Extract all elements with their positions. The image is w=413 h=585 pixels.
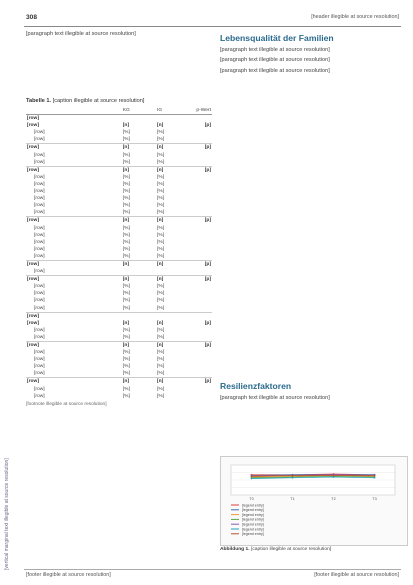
table-row [26, 378, 212, 386]
table-cell: [n] [122, 342, 156, 350]
table-cell: [%] [122, 225, 130, 231]
table-cell: [%] [122, 364, 130, 370]
figure-chart [220, 456, 408, 546]
table-cell: [row] [34, 253, 45, 259]
table-cell: [row] [34, 232, 45, 238]
table-cell [190, 129, 212, 136]
table-cell: [%] [157, 386, 165, 392]
table-cell: [row] [34, 291, 45, 297]
table-cell: [row] [34, 284, 45, 290]
section-heading-resilience: Resilienzfaktoren [220, 381, 292, 391]
table-row [26, 188, 212, 195]
table-cell [122, 268, 156, 276]
legend-label: [legend entry] [242, 522, 264, 527]
table-row [26, 320, 212, 327]
footer-divider [24, 569, 401, 570]
table-cell: [%] [122, 371, 130, 377]
data-point [251, 478, 253, 480]
table-cell: [%] [122, 305, 130, 311]
table-cell [156, 115, 190, 123]
x-tick-label: T3 [372, 497, 377, 501]
table-row [26, 239, 212, 246]
table-row [26, 159, 212, 167]
table-header-cell: KG [122, 107, 156, 115]
table-cell: [%] [122, 284, 130, 290]
table-cell: [n] [122, 276, 156, 284]
legend-label: [legend entry] [242, 517, 264, 522]
table-row [26, 166, 212, 174]
table-cell: [%] [122, 196, 130, 202]
table-row [26, 297, 212, 304]
table-cell: [n] [157, 320, 164, 326]
figure-caption-label: Abbildung 1. [220, 547, 250, 552]
table-caption-text: [caption illegible at source resolution] [52, 98, 145, 104]
table-cell: [n] [122, 320, 130, 326]
table-row [26, 115, 212, 123]
table-cell: [%] [157, 174, 165, 180]
table-cell: [row] [34, 305, 45, 311]
table-cell: [row] [26, 166, 122, 174]
table-row [26, 342, 212, 350]
table-cell: [row] [34, 386, 45, 392]
section-heading-quality-of-life: Lebensqualität der Familien [220, 33, 334, 43]
table-cell: [%] [122, 239, 130, 245]
table-cell: [%] [122, 386, 130, 392]
table-cell: [n] [122, 166, 156, 174]
table-cell [190, 334, 212, 342]
table-cell: [n] [122, 217, 156, 225]
table-cell: [%] [157, 239, 165, 245]
table-cell: [row] [34, 327, 45, 333]
table-cell: [%] [157, 189, 165, 195]
table-cell [190, 327, 212, 334]
table-header-row [26, 107, 212, 115]
table-cell: [n] [156, 166, 190, 174]
table-cell [190, 239, 212, 246]
table-cell: [row] [34, 357, 45, 363]
table-cell: [%] [157, 364, 165, 370]
table-cell: [%] [157, 181, 165, 187]
table-cell [190, 188, 212, 195]
legend-label: [legend entry] [242, 532, 264, 537]
table-cell [122, 115, 156, 123]
table-cell [190, 386, 212, 393]
section1-paragraph-3: [paragraph text illegible at source resolution] [220, 67, 330, 74]
table-row [26, 305, 212, 313]
table-cell: [%] [122, 291, 130, 297]
table-cell: [%] [122, 152, 130, 158]
data-point [292, 477, 294, 479]
table-cell: [%] [157, 357, 165, 363]
table-cell [190, 370, 212, 378]
table-cell: [%] [157, 246, 165, 252]
table-row [26, 363, 212, 370]
table-cell: [p] [204, 123, 211, 129]
figure-caption-text: [caption illegible at source resolution] [250, 547, 332, 552]
table-cell [122, 312, 156, 320]
table-cell: [%] [157, 327, 165, 333]
table-cell [190, 297, 212, 304]
table-cell: [row] [34, 196, 45, 202]
table-cell: [row] [34, 225, 45, 231]
table-cell: [%] [157, 284, 165, 290]
table-cell [190, 305, 212, 313]
table-cell [190, 363, 212, 370]
table-cell [190, 159, 212, 167]
table-cell: [row] [34, 371, 45, 377]
table-row [26, 334, 212, 342]
table-row [26, 195, 212, 202]
table-cell: [row] [34, 189, 45, 195]
table-cell: [row] [34, 246, 45, 252]
table-cell: [row] [34, 210, 45, 216]
table-cell: [n] [156, 260, 190, 268]
table-cell: [%] [157, 334, 165, 340]
table-cell: [%] [157, 393, 165, 399]
table-cell [190, 268, 212, 276]
table-cell: [row] [34, 130, 45, 136]
header-divider [24, 26, 401, 27]
table-cell [190, 253, 212, 261]
table-row [26, 246, 212, 253]
table-cell: [n] [157, 123, 164, 129]
legend-label: [legend entry] [242, 527, 264, 532]
table-cell [190, 283, 212, 290]
table-cell: [%] [122, 327, 130, 333]
table-cell: [%] [122, 334, 130, 340]
table-cell: [row] [34, 174, 45, 180]
table-row [26, 393, 212, 400]
table-cell [190, 290, 212, 297]
table-cell: [p] [190, 260, 212, 268]
table-row [26, 225, 212, 232]
table-row [26, 129, 212, 136]
table-cell: [p] [190, 342, 212, 350]
table-cell [156, 268, 190, 276]
table-cell: [row] [26, 312, 122, 320]
table-cell: [%] [122, 189, 130, 195]
intro-paragraph: [paragraph text illegible at source resolution] [26, 31, 136, 37]
table-cell: [%] [157, 371, 165, 377]
resilience-section [220, 381, 406, 402]
table-cell: [%] [122, 357, 130, 363]
table-cell: [%] [122, 298, 130, 304]
table-cell: [row] [34, 334, 45, 340]
section1-paragraph-1: [paragraph text illegible at source resolution] [220, 47, 330, 53]
table-cell: [row] [34, 181, 45, 187]
table-cell: [%] [157, 159, 165, 165]
table-footnote: [footnote illegible at source resolution] [26, 401, 107, 407]
x-tick-label: T2 [331, 497, 336, 501]
table-row [26, 356, 212, 363]
table-cell: [%] [122, 232, 130, 238]
table-row [26, 209, 212, 217]
table-cell: [%] [157, 130, 165, 136]
table-caption-label: Tabelle 1. [26, 98, 52, 104]
table-cell: [%] [122, 350, 130, 356]
table-row [26, 349, 212, 356]
table-row [26, 370, 212, 378]
table-row [26, 253, 212, 261]
table-header-cell: IG [156, 107, 190, 115]
table-cell [190, 202, 212, 209]
table-cell: [n] [156, 217, 190, 225]
table-cell: [n] [156, 276, 190, 284]
table-cell: [row] [34, 298, 45, 304]
footer-citation: [footer illegible at source resolution] [26, 572, 111, 578]
table-cell: [%] [157, 305, 165, 311]
table-row [26, 268, 212, 276]
table-cell [190, 195, 212, 202]
table-cell: [row] [26, 342, 122, 350]
table-row [26, 260, 212, 268]
table-cell: [row] [26, 276, 122, 284]
table-cell [190, 152, 212, 159]
table-cell: [%] [122, 210, 130, 216]
table-cell [190, 312, 212, 320]
table-cell: [row] [34, 152, 45, 158]
table-cell: [%] [157, 253, 165, 259]
table-cell [190, 393, 212, 400]
table-row [26, 283, 212, 290]
table-cell [190, 246, 212, 253]
table-cell: [%] [122, 246, 130, 252]
table-cell: [%] [157, 210, 165, 216]
table-cell: [row] [34, 239, 45, 245]
table-caption [26, 98, 212, 105]
table-row [26, 174, 212, 181]
table-cell [190, 232, 212, 239]
table-row [26, 144, 212, 152]
data-point [292, 475, 294, 477]
table-cell: [%] [122, 203, 130, 209]
table-cell: [%] [157, 196, 165, 202]
table-cell: [%] [157, 350, 165, 356]
table-row [26, 122, 212, 129]
legend-label: [legend entry] [242, 508, 264, 513]
table-cell: [row] [34, 269, 45, 275]
table-cell: [p] [190, 166, 212, 174]
table-header-cell [26, 107, 122, 115]
table-block [26, 98, 212, 408]
data-point [374, 475, 376, 477]
table-row [26, 232, 212, 239]
table-cell: [row] [27, 116, 39, 122]
table-cell: [p] [190, 276, 212, 284]
table-row [26, 312, 212, 320]
table-cell [190, 356, 212, 363]
table-cell: [p] [190, 217, 212, 225]
figure-caption [220, 547, 406, 553]
table-cell: [row] [27, 123, 39, 129]
table-cell: [p] [190, 378, 212, 386]
table-cell: [row] [34, 203, 45, 209]
table-row [26, 152, 212, 159]
table-cell [190, 115, 212, 123]
table-row [26, 290, 212, 297]
footer-copyright: [footer illegible at source resolution] [314, 572, 399, 578]
table-cell: [row] [34, 350, 45, 356]
section1-paragraph-2: [paragraph text illegible at source resolution] [220, 57, 330, 64]
table-cell: [%] [122, 253, 130, 259]
table-cell: [row] [26, 260, 122, 268]
table-cell: [%] [157, 152, 165, 158]
table-cell: [n] [156, 144, 190, 152]
table-cell: [%] [122, 159, 130, 165]
data-point [251, 475, 253, 477]
x-tick-label: T0 [249, 497, 254, 501]
table-cell: [n] [122, 260, 156, 268]
table-cell: [p] [204, 320, 211, 326]
table-cell [190, 209, 212, 217]
table-header-cell: p-Wert [190, 107, 212, 115]
running-title: [header illegible at source resolution] [311, 14, 399, 20]
table-cell: [row] [26, 378, 122, 386]
table-cell [190, 225, 212, 232]
table-cell: [%] [122, 137, 130, 143]
table-cell [156, 312, 190, 320]
table-cell: [%] [157, 291, 165, 297]
table-row [26, 386, 212, 393]
table-cell: [n] [122, 123, 130, 129]
legend-label: [legend entry] [242, 503, 264, 508]
side-margin-text: [vertical marginal text illegible at source resolution] [4, 458, 10, 570]
table-cell: [p] [190, 144, 212, 152]
table-cell: [row] [34, 364, 45, 370]
table-cell: [%] [157, 232, 165, 238]
right-column [220, 33, 406, 75]
table-cell: [n] [122, 144, 156, 152]
table-row [26, 202, 212, 209]
table-cell: [%] [157, 225, 165, 231]
table-cell: [n] [156, 378, 190, 386]
table-cell: [%] [122, 181, 130, 187]
table-row [26, 327, 212, 334]
chart-svg [221, 457, 407, 545]
table-cell: [%] [157, 203, 165, 209]
table-cell: [n] [122, 378, 156, 386]
table-cell: [row] [34, 137, 45, 143]
table-row [26, 276, 212, 284]
table-cell: [%] [122, 130, 130, 136]
table-cell: [row] [26, 144, 122, 152]
table-cell: [row] [26, 217, 122, 225]
table-row [26, 217, 212, 225]
section2-paragraph-1: [paragraph text illegible at source resolution] [220, 395, 330, 401]
table-cell: [row] [34, 159, 45, 165]
page-number: 308 [26, 14, 38, 21]
sample-characteristics-table [26, 107, 212, 400]
table-cell: [%] [157, 298, 165, 304]
data-point [333, 475, 335, 477]
table-row [26, 181, 212, 188]
data-point [374, 477, 376, 479]
table-cell: [%] [157, 137, 165, 143]
table-cell: [%] [122, 174, 130, 180]
table-cell: [%] [122, 393, 130, 399]
legend-label: [legend entry] [242, 512, 264, 517]
side-margin-strip [2, 20, 12, 570]
table-cell [190, 174, 212, 181]
table-cell: [n] [156, 342, 190, 350]
table-row [26, 136, 212, 144]
x-tick-label: T1 [290, 497, 295, 501]
table-cell: [row] [34, 393, 45, 399]
left-column [26, 31, 212, 38]
table-cell: [row] [27, 320, 39, 326]
table-cell [190, 136, 212, 144]
table-cell [190, 181, 212, 188]
table-cell [190, 349, 212, 356]
